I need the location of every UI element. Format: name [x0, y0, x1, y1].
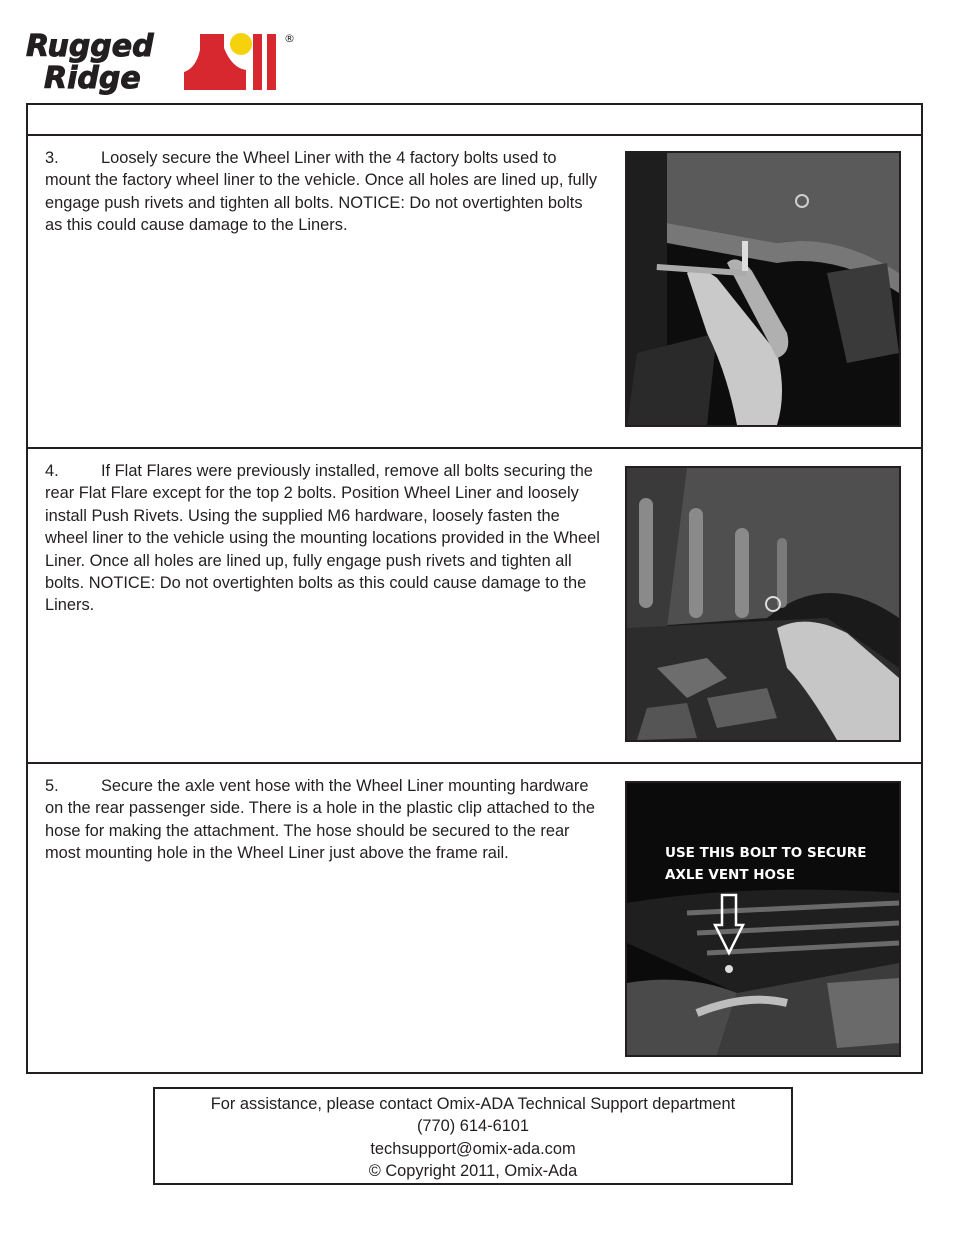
photo-caption-line1: USE THIS BOLT TO SECURE — [665, 845, 867, 861]
step-4-row — [28, 447, 921, 764]
support-message: For assistance, please contact Omix-ADA Technical Support department — [210, 1095, 736, 1113]
step-5-body: Secure the axle vent hose with the Wheel Liner mounting hardware on the rear passenger side. There is a hole in the plastic clip attached to the hose for making the attachment. The hose should be secured to the rear most mounting hole in the Wheel Liner just above the frame rail. — [45, 777, 596, 863]
rugged-ridge-logo — [24, 28, 300, 98]
step-3-number: 3. — [45, 149, 59, 167]
support-phone: (770) 614-6101 — [416, 1117, 530, 1136]
step-5-row — [28, 762, 921, 1074]
registered-mark: ® — [284, 32, 295, 45]
table-header-strip — [28, 105, 921, 136]
step-4-photo — [625, 466, 901, 742]
step-4-text — [45, 460, 600, 617]
logo-word-ridge: Ridge — [44, 61, 141, 96]
copyright-notice: © Copyright 2011, Omix-Ada — [368, 1162, 578, 1181]
step-3-body: Loosely secure the Wheel Liner with the 4 factory bolts used to mount the factory wheel liner to the vehicle. Once all holes are lined up, fully engage push rivets and tighten all bolts. NOTICE: Do not overtighten bolts as this could cause damage to the Liners. — [45, 149, 598, 235]
photo-caption-line2: AXLE VENT HOSE — [665, 867, 795, 883]
step-5-text — [45, 775, 600, 865]
step-4-number: 4. — [45, 462, 59, 480]
step-3-text — [45, 147, 600, 237]
support-contact-box — [153, 1087, 793, 1185]
support-email: techsupport@omix-ada.com — [370, 1139, 576, 1158]
logo-word-rugged: Rugged — [26, 29, 154, 64]
step-5-photo — [625, 781, 901, 1057]
step-3-row — [28, 136, 921, 447]
step-3-photo — [625, 151, 901, 427]
instructions-table — [26, 103, 923, 1074]
step-5-number: 5. — [45, 777, 59, 795]
step-4-body: If Flat Flares were previously installed, remove all bolts securing the rear Flat Flare except for the top 2 bolts. Position Wheel Liner and loosely install Push Rivets. Using the supplied M6 hardware, loosely fasten the wheel liner to the vehicle using the mounting locations provided in the Wheel Liner. Once all holes are lined up, fully engage push rivets and tighten all bolts. NOTICE: Do not overtighten bolts as this could cause damage to the Liners. — [45, 462, 600, 615]
